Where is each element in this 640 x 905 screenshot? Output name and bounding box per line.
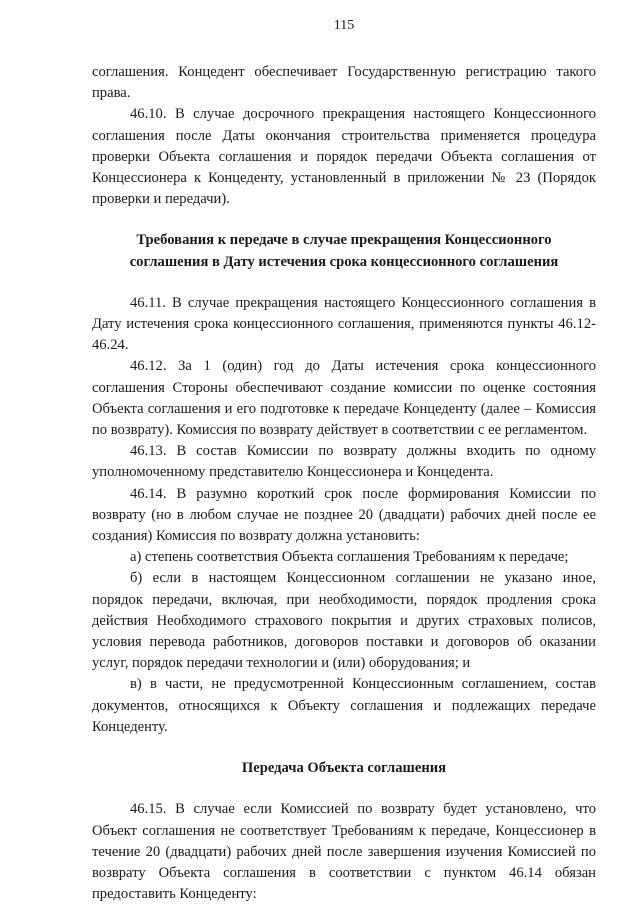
list-item: б) если в настоящем Концессионном соглашении не указано иное, порядок передачи, включая, при необходимости, порядок продления срока действия Необходимого страхового покрытия и других страховых полисов, условия перевода работников, договоров поставки и договоров об оказании услуг, порядок передачи технологии и (или) оборудования; и bbox=[92, 570, 596, 672]
heading-line: Передача Объекта соглашения bbox=[241, 760, 447, 777]
heading-line: соглашения в Дату истечения срока концессионного соглашения bbox=[129, 253, 559, 270]
paragraph: 46.15. В случае если Комиссией по возврату будет установлено, что Объект соглашения не соответствует Требованиям к передаче, Концессионер в течение 20 (двадцати) рабочих дней после завершения изучения Комиссией по возврату Объекта соглашения в соответствии с пунктом 46.14 обязан предоставить Концеденту: bbox=[92, 801, 596, 903]
section-heading bbox=[92, 230, 596, 272]
section-heading bbox=[92, 758, 596, 779]
paragraph: 46.12. За 1 (один) год до Даты истечения срока концессионного соглашения Стороны обеспечивают создание комиссии по оценке состояния Объекта соглашения и его подготовке к передаче Концеденту (далее – Комиссия по возврату). Комиссия по возврату действует в соответствии с ее регламентом. bbox=[92, 358, 596, 439]
paragraph: 46.11. В случае прекращения настоящего Концессионного соглашения в Дату истечения срока концессионного соглашения, применяются пункты 46.12-46.24. bbox=[92, 294, 596, 354]
list-item: в) в части, не предусмотренной Концессионным соглашением, состав документов, относящихся к Объекту соглашения и подлежащих передаче Концеденту. bbox=[92, 676, 596, 735]
list-item: а) степень соответствия Объекта соглашения Требованиям к передаче; bbox=[130, 549, 569, 566]
page-number: 115 bbox=[333, 18, 355, 33]
document-body bbox=[92, 62, 596, 905]
heading-line: Требования к передаче в случае прекращения Концессионного bbox=[136, 232, 552, 249]
paragraph: 46.13. В состав Комиссии по возврату должны входить по одному уполномоченному представителю Концессионера и Концедента. bbox=[92, 443, 596, 481]
paragraph: 46.10. В случае досрочного прекращения настоящего Концессионного соглашения после Даты окончания строительства применяется процедура проверки Объекта соглашения и порядок передачи Объекта соглашения от Концессионера к Концеденту, установленный в приложении № 23 (Порядок проверки и передачи). bbox=[92, 106, 596, 208]
paragraph: 46.14. В разумно короткий срок после формирования Комиссии по возврату (но в любом случае не позднее 20 (двадцати) рабочих дней после ее создания) Комиссия по возврату должна установить: bbox=[92, 485, 596, 545]
paragraph: соглашения. Концедент обеспечивает Государственную регистрацию такого права. bbox=[92, 64, 596, 102]
